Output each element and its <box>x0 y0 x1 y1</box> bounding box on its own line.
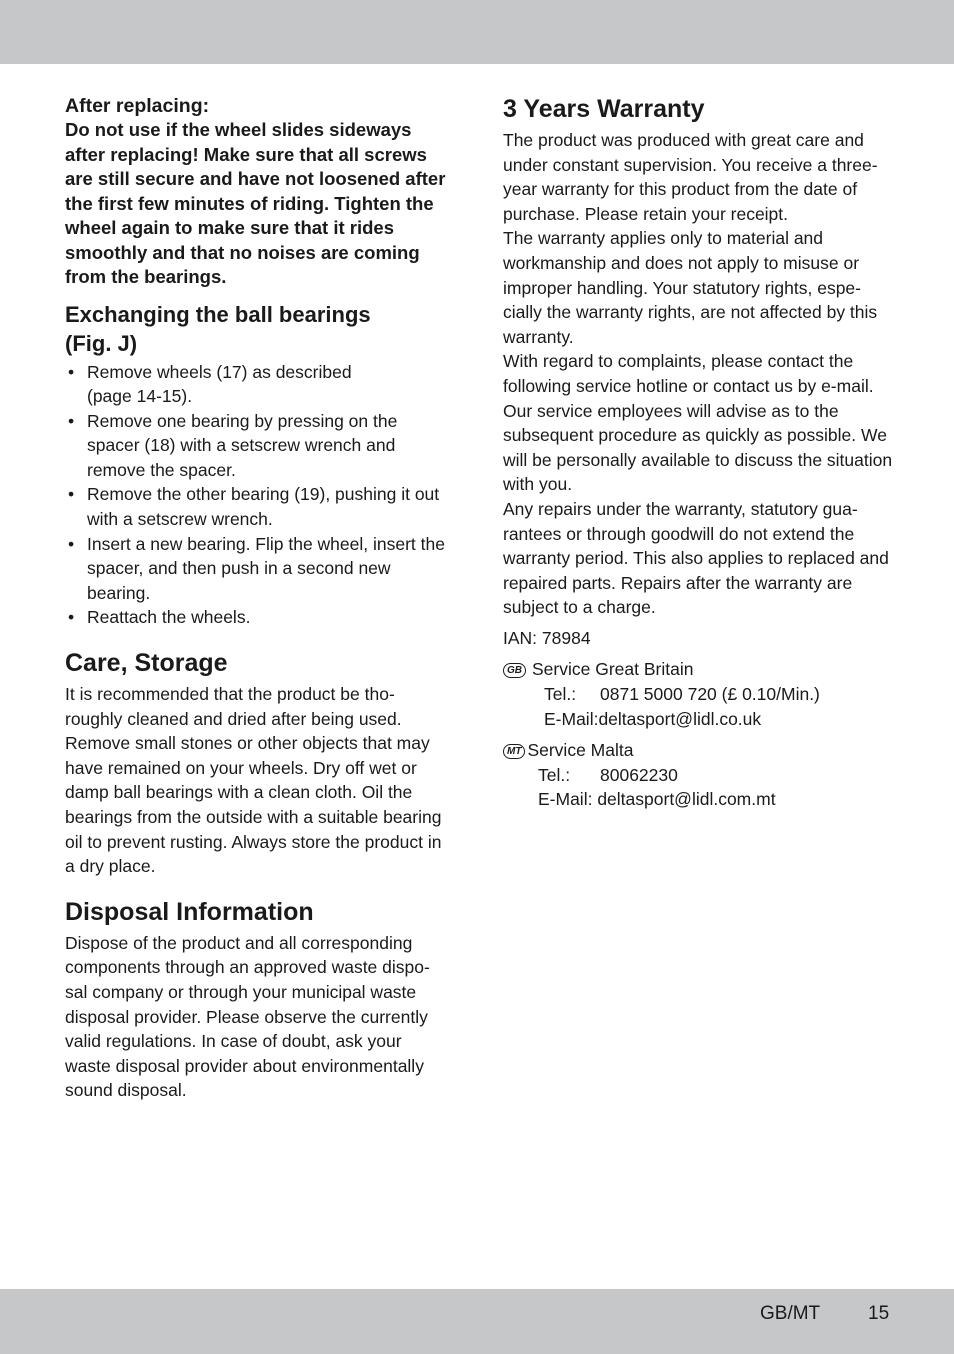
warranty-paragraph-2: The warranty applies only to material and workmanship and does not apply to misuse or improper handling. Your statutory rights, espe-cially the warranty rights, are not affected by this warranty. <box>503 228 878 347</box>
service-gb-tel: 0871 5000 720 (£ 0.10/Min.) <box>600 684 820 705</box>
exchanging-steps <box>65 360 451 631</box>
care-heading: Care, Storage <box>65 649 228 678</box>
after-replacing-heading: After replacing: <box>65 95 210 117</box>
gb-flag-icon: GB <box>503 663 526 678</box>
disposal-heading: Disposal Information <box>65 897 314 926</box>
list-item <box>65 360 451 409</box>
list-item <box>65 532 451 606</box>
bullet-icon: • <box>68 533 75 554</box>
exchanging-heading-line2: (Fig. J) <box>65 330 138 356</box>
header-bar <box>0 0 954 64</box>
service-gb <box>503 657 895 731</box>
step-text: Reattach the wheels. <box>87 607 251 628</box>
after-replacing-text: Do not use if the wheel slides sideways after replacing! Make sure that all screws are still secure and have not loosened after the first few minutes of riding. Tighten the wheel again to make sure that it rides smoothly and that no noises are coming from the bearings. <box>65 119 446 287</box>
email-label: E-Mail: <box>538 789 593 810</box>
email-label: E-Mail: <box>544 708 599 729</box>
warranty-paragraph-4: Any repairs under the warranty, statutory gua-rantees or through goodwill do not extend the warranty period. This also applies to replaced and repaired parts. Repairs after the warranty are subject to a charge. <box>503 498 889 618</box>
service-mt-tel: 80062230 <box>600 764 678 785</box>
service-mt-title: Service Malta <box>527 740 634 761</box>
service-mt-email: deltasport@lidl.com.mt <box>597 789 776 810</box>
step-text: Remove one bearing by pressing on the spacer (18) with a setscrew wrench and remove the spacer. <box>87 410 398 480</box>
service-gb-email: deltasport@lidl.co.uk <box>598 708 762 729</box>
bullet-icon: • <box>68 410 75 431</box>
bullet-icon: • <box>68 361 75 382</box>
bullet-icon: • <box>68 484 75 505</box>
page-number: 15 <box>868 1303 890 1324</box>
warranty-paragraph-1: The product was produced with great care and under constant supervision. You receive a three-year warranty for this product from the date of purchase. Please retain your receipt. <box>503 130 878 224</box>
right-column <box>503 94 895 812</box>
warranty-heading: 3 Years Warranty <box>503 95 705 123</box>
list-item <box>65 409 451 483</box>
step-text: Remove wheels (17) as described <box>87 361 352 382</box>
step-text: Insert a new bearing. Flip the wheel, insert the spacer, and then push in a second new bearing. <box>87 533 445 603</box>
step-text-cont: (page 14-15). <box>87 386 193 407</box>
list-item <box>65 482 451 531</box>
exchanging-heading-line1: Exchanging the ball bearings <box>65 301 371 327</box>
list-item <box>65 605 451 630</box>
ian-number: IAN: 78984 <box>503 627 591 648</box>
service-mt <box>503 738 895 812</box>
bullet-icon: • <box>68 607 75 628</box>
warranty-paragraph-3: With regard to complaints, please contact the following service hotline or contact us by e-mail. Our service employees will advise as to the subsequent procedure as quickly as possible. We will be personally available to discuss the situation with you. <box>503 351 893 495</box>
step-text: Remove the other bearing (19), pushing it out with a setscrew wrench. <box>87 484 440 530</box>
left-column <box>65 94 451 1103</box>
footer-language: GB/MT <box>760 1303 821 1324</box>
mt-flag-icon: MT <box>503 744 525 759</box>
disposal-text: Dispose of the product and all corresponding components through an approved waste dispo-sal company or through your municipal waste disposal provider. Please observe the currently valid regulations. In case of doubt, ask your waste disposal provider about environmentally sound disposal. <box>65 932 430 1101</box>
service-gb-title: Service Great Britain <box>532 659 694 680</box>
tel-label: Tel.: <box>544 684 577 705</box>
tel-label: Tel.: <box>538 764 571 785</box>
care-text: It is recommended that the product be tho-roughly cleaned and dried after being used. Remove small stones or other objects that may have remained on your wheels. Dry off wet or damp ball bearings with a clean cloth. Oil the bearings from the outside with a suitable bearing oil to prevent rusting. Always store the product in a dry place. <box>65 684 442 877</box>
exchanging-heading <box>65 300 451 358</box>
